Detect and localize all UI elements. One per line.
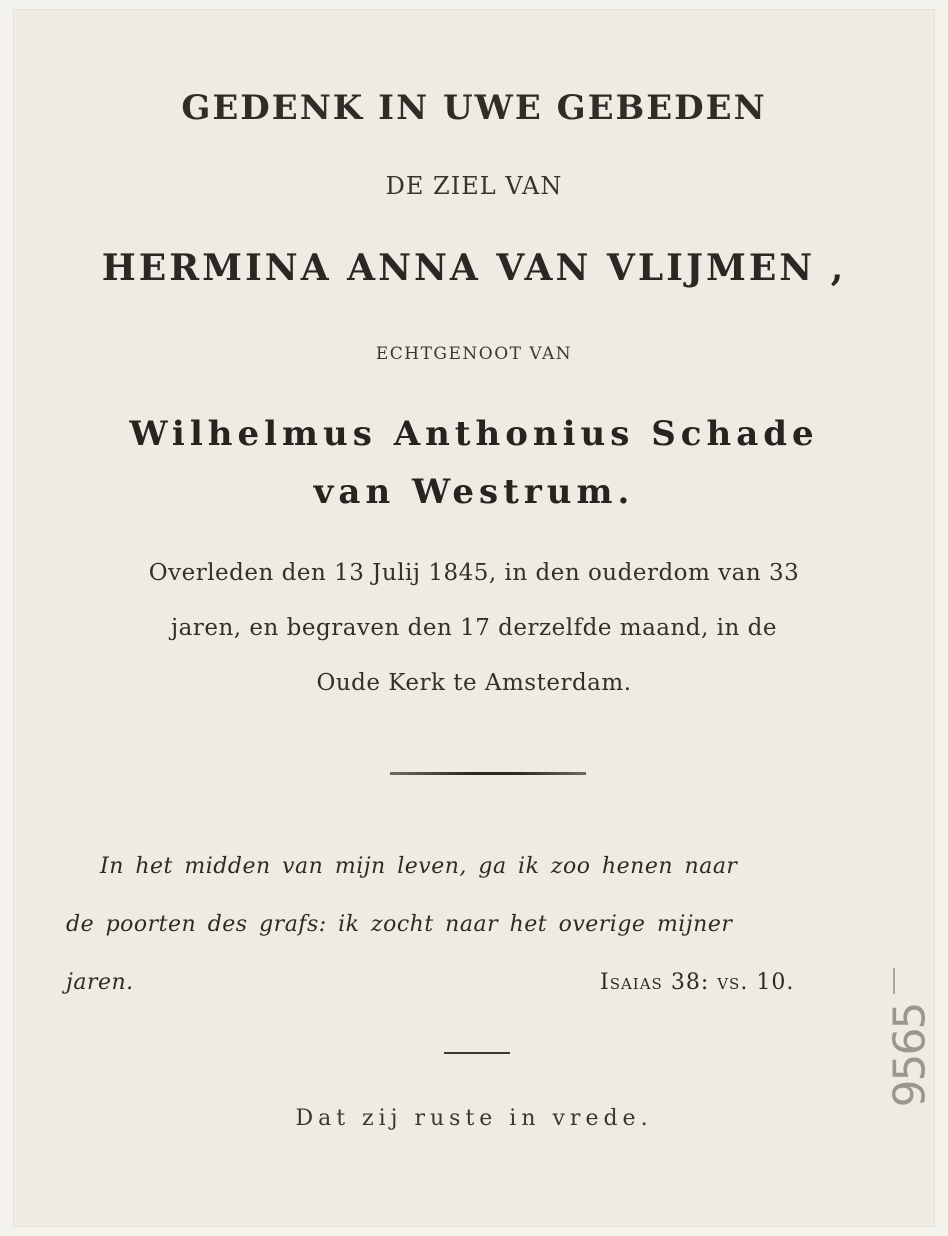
- spouse-name-line1: Wilhelmus Anthonius Schade: [129, 414, 819, 454]
- spouse-name-line2: van Westrum.: [313, 472, 635, 512]
- card-heading: GEDENK IN UWE GEBEDEN: [181, 88, 767, 128]
- death-details-line1: Overleden den 13 Julij 1845, in den ouderdom van 33: [148, 560, 800, 586]
- soul-of-label: DE ZIEL VAN: [385, 172, 563, 200]
- pencil-inventory-number: 9565: [884, 1003, 936, 1108]
- short-divider: [444, 1052, 510, 1054]
- death-details-line3: Oude Kerk te Amsterdam.: [316, 670, 632, 696]
- spouse-of-label: ECHTGENOOT VAN: [375, 344, 573, 364]
- death-details-line2: jaren, en begraven den 17 derzelfde maand, in de: [171, 615, 777, 641]
- pencil-mark: [893, 968, 895, 994]
- ornamental-divider: [390, 772, 586, 775]
- verse-line2: de poorten des grafs: ik zocht naar het overige mijner: [66, 912, 733, 937]
- deceased-name: HERMINA ANNA VAN VLIJMEN ,: [101, 247, 847, 289]
- verse-line1: In het midden van mijn leven, ga ik zoo henen naar: [100, 854, 738, 879]
- verse-line3: jaren.: [66, 970, 134, 995]
- verse-reference: Isaias 38: vs. 10.: [600, 970, 795, 995]
- closing-blessing: Dat zij ruste in vrede.: [295, 1106, 653, 1131]
